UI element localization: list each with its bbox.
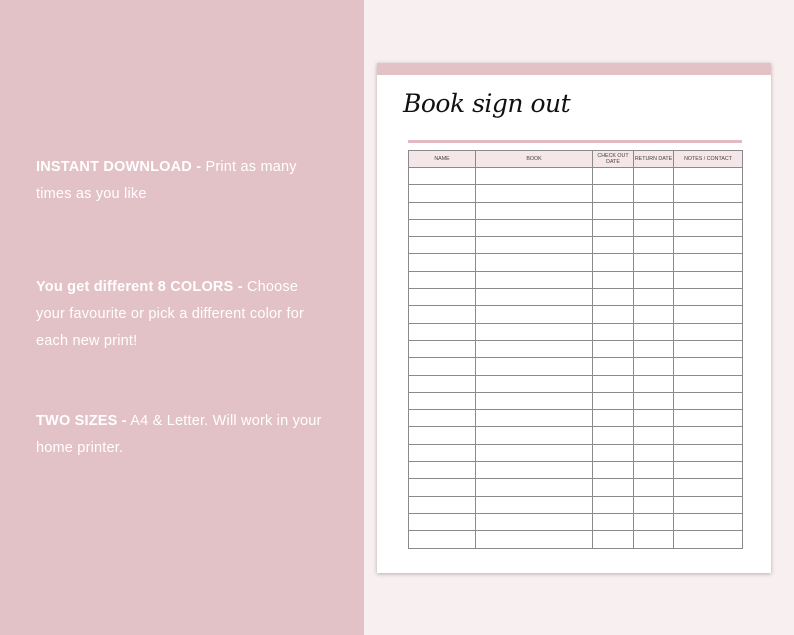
table-cell — [634, 513, 674, 530]
table-cell — [674, 237, 743, 254]
table-cell — [593, 358, 634, 375]
title-divider — [408, 140, 742, 143]
table-row — [409, 202, 743, 219]
table-cell — [409, 513, 476, 530]
table-cell — [674, 496, 743, 513]
table-cell — [674, 202, 743, 219]
table-cell — [634, 185, 674, 202]
table-cell — [674, 375, 743, 392]
table-cell — [674, 254, 743, 271]
table-cell — [634, 289, 674, 306]
table-cell — [476, 410, 593, 427]
table-cell — [634, 375, 674, 392]
table-cell — [634, 462, 674, 479]
feature-text: A4 & Letter. Will work in your home printer. — [36, 413, 322, 456]
table-row — [409, 410, 743, 427]
table-cell — [409, 254, 476, 271]
table-cell — [409, 392, 476, 409]
table-cell — [674, 479, 743, 496]
table-row — [409, 375, 743, 392]
table-row — [409, 168, 743, 185]
table-cell — [409, 219, 476, 236]
table-cell — [634, 340, 674, 357]
table-cell — [476, 496, 593, 513]
table-cell — [476, 462, 593, 479]
table-cell — [409, 168, 476, 185]
table-cell — [476, 219, 593, 236]
table-row — [409, 531, 743, 548]
table-cell — [476, 202, 593, 219]
table-cell — [476, 323, 593, 340]
table-body — [409, 168, 743, 549]
feature-colors — [36, 274, 326, 355]
table-cell — [634, 306, 674, 323]
feature-sizes — [36, 408, 326, 462]
table-cell — [409, 462, 476, 479]
table-cell — [476, 340, 593, 357]
feature-heading: TWO SIZES - — [36, 413, 127, 429]
table-cell — [476, 479, 593, 496]
left-info-panel — [0, 0, 364, 635]
table-cell — [674, 289, 743, 306]
table-cell — [593, 254, 634, 271]
column-header-return-date: RETURN DATE — [634, 151, 674, 168]
table-cell — [476, 271, 593, 288]
sheet-top-bar — [377, 63, 771, 75]
table-cell — [476, 254, 593, 271]
table-cell — [409, 410, 476, 427]
table-cell — [593, 219, 634, 236]
table-row — [409, 392, 743, 409]
table-cell — [409, 358, 476, 375]
table-cell — [674, 513, 743, 530]
table-cell — [674, 392, 743, 409]
sign-out-table — [408, 150, 743, 549]
table-cell — [409, 444, 476, 461]
table-cell — [476, 375, 593, 392]
table-cell — [674, 410, 743, 427]
table-cell — [476, 513, 593, 530]
table-cell — [634, 392, 674, 409]
table-cell — [593, 271, 634, 288]
table-row — [409, 427, 743, 444]
table-cell — [409, 185, 476, 202]
table-cell — [476, 306, 593, 323]
table-cell — [674, 185, 743, 202]
table-cell — [634, 358, 674, 375]
feature-heading: INSTANT DOWNLOAD - — [36, 159, 202, 175]
table-cell — [476, 531, 593, 548]
table-cell — [674, 271, 743, 288]
table-row — [409, 340, 743, 357]
table-cell — [409, 289, 476, 306]
table-cell — [593, 479, 634, 496]
table-cell — [409, 496, 476, 513]
table-cell — [634, 219, 674, 236]
table-row — [409, 479, 743, 496]
table-cell — [674, 219, 743, 236]
table-cell — [634, 168, 674, 185]
table-cell — [593, 392, 634, 409]
table-cell — [593, 168, 634, 185]
table-cell — [674, 531, 743, 548]
table-row — [409, 444, 743, 461]
table-cell — [593, 306, 634, 323]
table-row — [409, 289, 743, 306]
table-cell — [593, 375, 634, 392]
sheet-title: Book sign out — [403, 89, 571, 118]
feature-text: Print as many times as you like — [36, 159, 297, 202]
table-cell — [634, 479, 674, 496]
table-cell — [593, 496, 634, 513]
table-row — [409, 496, 743, 513]
table-cell — [476, 168, 593, 185]
table-cell — [409, 427, 476, 444]
table-cell — [593, 462, 634, 479]
feature-text: Choose your favourite or pick a different color for each new print! — [36, 279, 305, 349]
table-cell — [409, 237, 476, 254]
table-cell — [593, 513, 634, 530]
table-row — [409, 462, 743, 479]
table-cell — [593, 185, 634, 202]
table-row — [409, 306, 743, 323]
table-cell — [476, 392, 593, 409]
table-cell — [634, 444, 674, 461]
table-cell — [674, 340, 743, 357]
table-cell — [674, 358, 743, 375]
table-cell — [674, 444, 743, 461]
table-cell — [409, 323, 476, 340]
column-header-notes-contact: NOTES / CONTACT — [674, 151, 743, 168]
table-cell — [593, 202, 634, 219]
table-row — [409, 237, 743, 254]
table-cell — [593, 340, 634, 357]
table-cell — [634, 410, 674, 427]
table-row — [409, 271, 743, 288]
table-cell — [476, 289, 593, 306]
table-cell — [593, 289, 634, 306]
table-cell — [634, 323, 674, 340]
table-cell — [409, 306, 476, 323]
table-cell — [674, 168, 743, 185]
table-row — [409, 513, 743, 530]
table-cell — [409, 479, 476, 496]
feature-instant-download — [36, 154, 326, 208]
table-cell — [634, 237, 674, 254]
table-cell — [634, 202, 674, 219]
table-cell — [634, 531, 674, 548]
table-row — [409, 323, 743, 340]
column-header-check-out-date: CHECK OUT DATE — [593, 151, 634, 168]
table-cell — [476, 237, 593, 254]
table-cell — [634, 271, 674, 288]
table-cell — [476, 358, 593, 375]
table-cell — [674, 462, 743, 479]
table-row — [409, 358, 743, 375]
table-cell — [593, 410, 634, 427]
table-cell — [409, 271, 476, 288]
feature-heading: You get different 8 COLORS - — [36, 279, 243, 295]
table-cell — [674, 427, 743, 444]
table-cell — [634, 427, 674, 444]
column-header-name: NAME — [409, 151, 476, 168]
table-cell — [634, 254, 674, 271]
table-cell — [593, 323, 634, 340]
table-cell — [593, 444, 634, 461]
table-row — [409, 185, 743, 202]
table-cell — [409, 340, 476, 357]
table-cell — [476, 185, 593, 202]
table-cell — [476, 427, 593, 444]
table-cell — [593, 427, 634, 444]
table-header-row — [409, 151, 743, 168]
table-row — [409, 219, 743, 236]
table-cell — [674, 323, 743, 340]
table-cell — [409, 531, 476, 548]
table-cell — [593, 237, 634, 254]
table-cell — [409, 202, 476, 219]
table-cell — [409, 375, 476, 392]
table-row — [409, 254, 743, 271]
table-cell — [634, 496, 674, 513]
table-cell — [593, 531, 634, 548]
table-cell — [476, 444, 593, 461]
column-header-book: BOOK — [476, 151, 593, 168]
table-cell — [674, 306, 743, 323]
printable-sheet-preview — [377, 63, 771, 573]
